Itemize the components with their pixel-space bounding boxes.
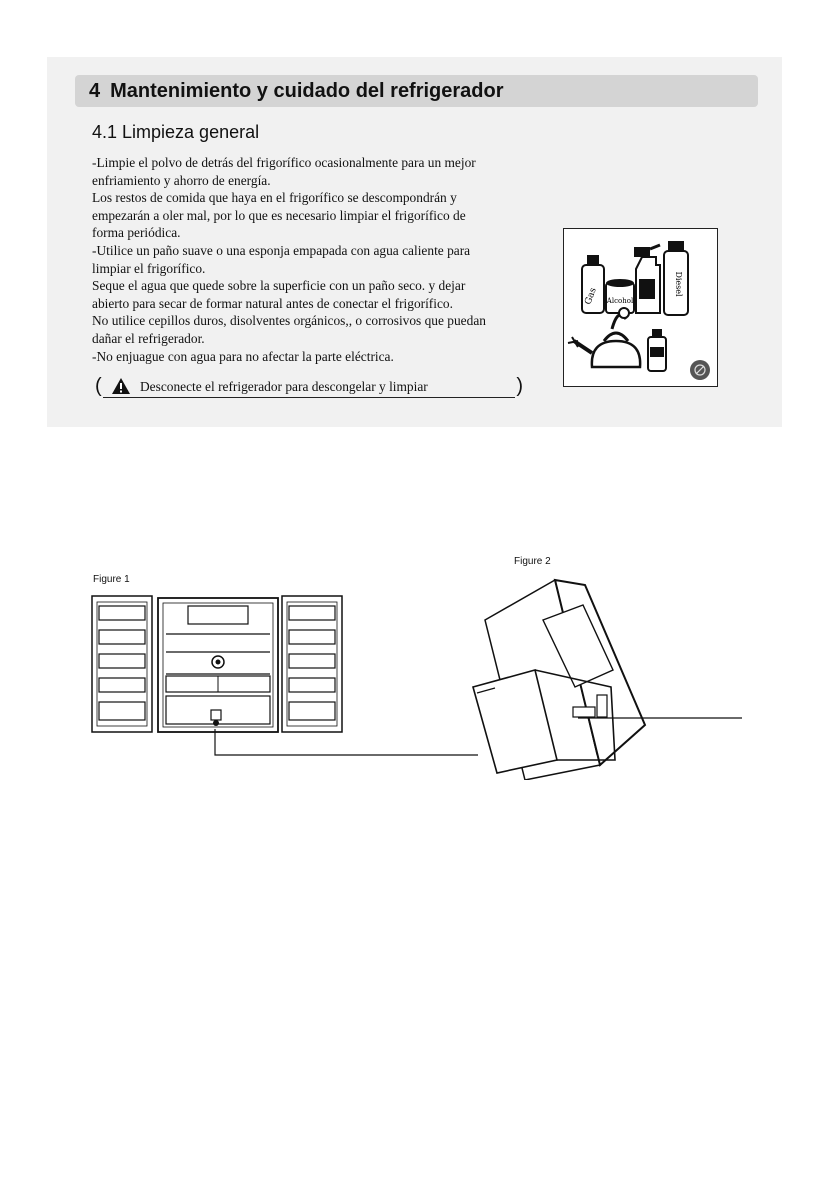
text-line: limpiar el frigorífico. <box>92 260 206 276</box>
bottle-label-gas: Gas <box>583 286 599 307</box>
text-line: Los restos de comida que haya en el frigorífico se descompondrán y <box>92 190 457 206</box>
bottle-label-diesel: Diesel <box>674 271 683 297</box>
warning-note <box>95 375 523 399</box>
figure-1-fridge-front-open <box>90 592 350 742</box>
text-line: -Utilice un paño suave o una esponja empapada con agua caliente para <box>92 242 471 258</box>
section-number: 4 <box>89 80 101 102</box>
figure-2-drawer-detail <box>465 575 755 780</box>
text-line: -Limpie el polvo de detrás del frigorífico ocasionalmente para un mejor <box>92 155 476 170</box>
warning-underline <box>103 397 515 398</box>
text-line: abierto para secar de formar natural antes de conectar el frigorífico. <box>92 295 453 311</box>
text-line: empezarán a oler mal, por lo que es necesario limpiar el frigorífico de <box>92 207 466 223</box>
text-line: dañar el refrigerador. <box>92 330 205 346</box>
bottle-label-alcohol: Alcohol <box>606 297 634 305</box>
text-line: forma periódica. <box>92 225 181 241</box>
right-paren: ) <box>516 375 523 397</box>
left-paren: ( <box>95 375 102 397</box>
text-line: Seque el agua que quede sobre la superficie con un paño seco. y dejar <box>92 278 466 294</box>
text-line: enfriamiento y ahorro de energía. <box>92 172 271 188</box>
section-title: Mantenimiento y cuidado del refrigerador <box>110 80 504 102</box>
body-text <box>92 154 562 365</box>
cleaning-products-illustration <box>563 228 718 387</box>
cleaning-products-drawing <box>564 229 716 385</box>
figure-2-caption: Figure 2 <box>514 556 551 567</box>
subsection-title: 4.1 Limpieza general <box>92 122 260 142</box>
warning-triangle-icon <box>111 377 131 395</box>
section-heading <box>75 75 758 107</box>
text-line: -No enjuague con agua para no afectar la parte eléctrica. <box>92 348 394 364</box>
figure-1-caption: Figure 1 <box>93 574 130 585</box>
text-line: No utilice cepillos duros, disolventes orgánicos,, o corrosivos que puedan <box>92 313 486 329</box>
warning-text: Desconecte el refrigerador para descongelar y limpiar <box>140 379 428 394</box>
